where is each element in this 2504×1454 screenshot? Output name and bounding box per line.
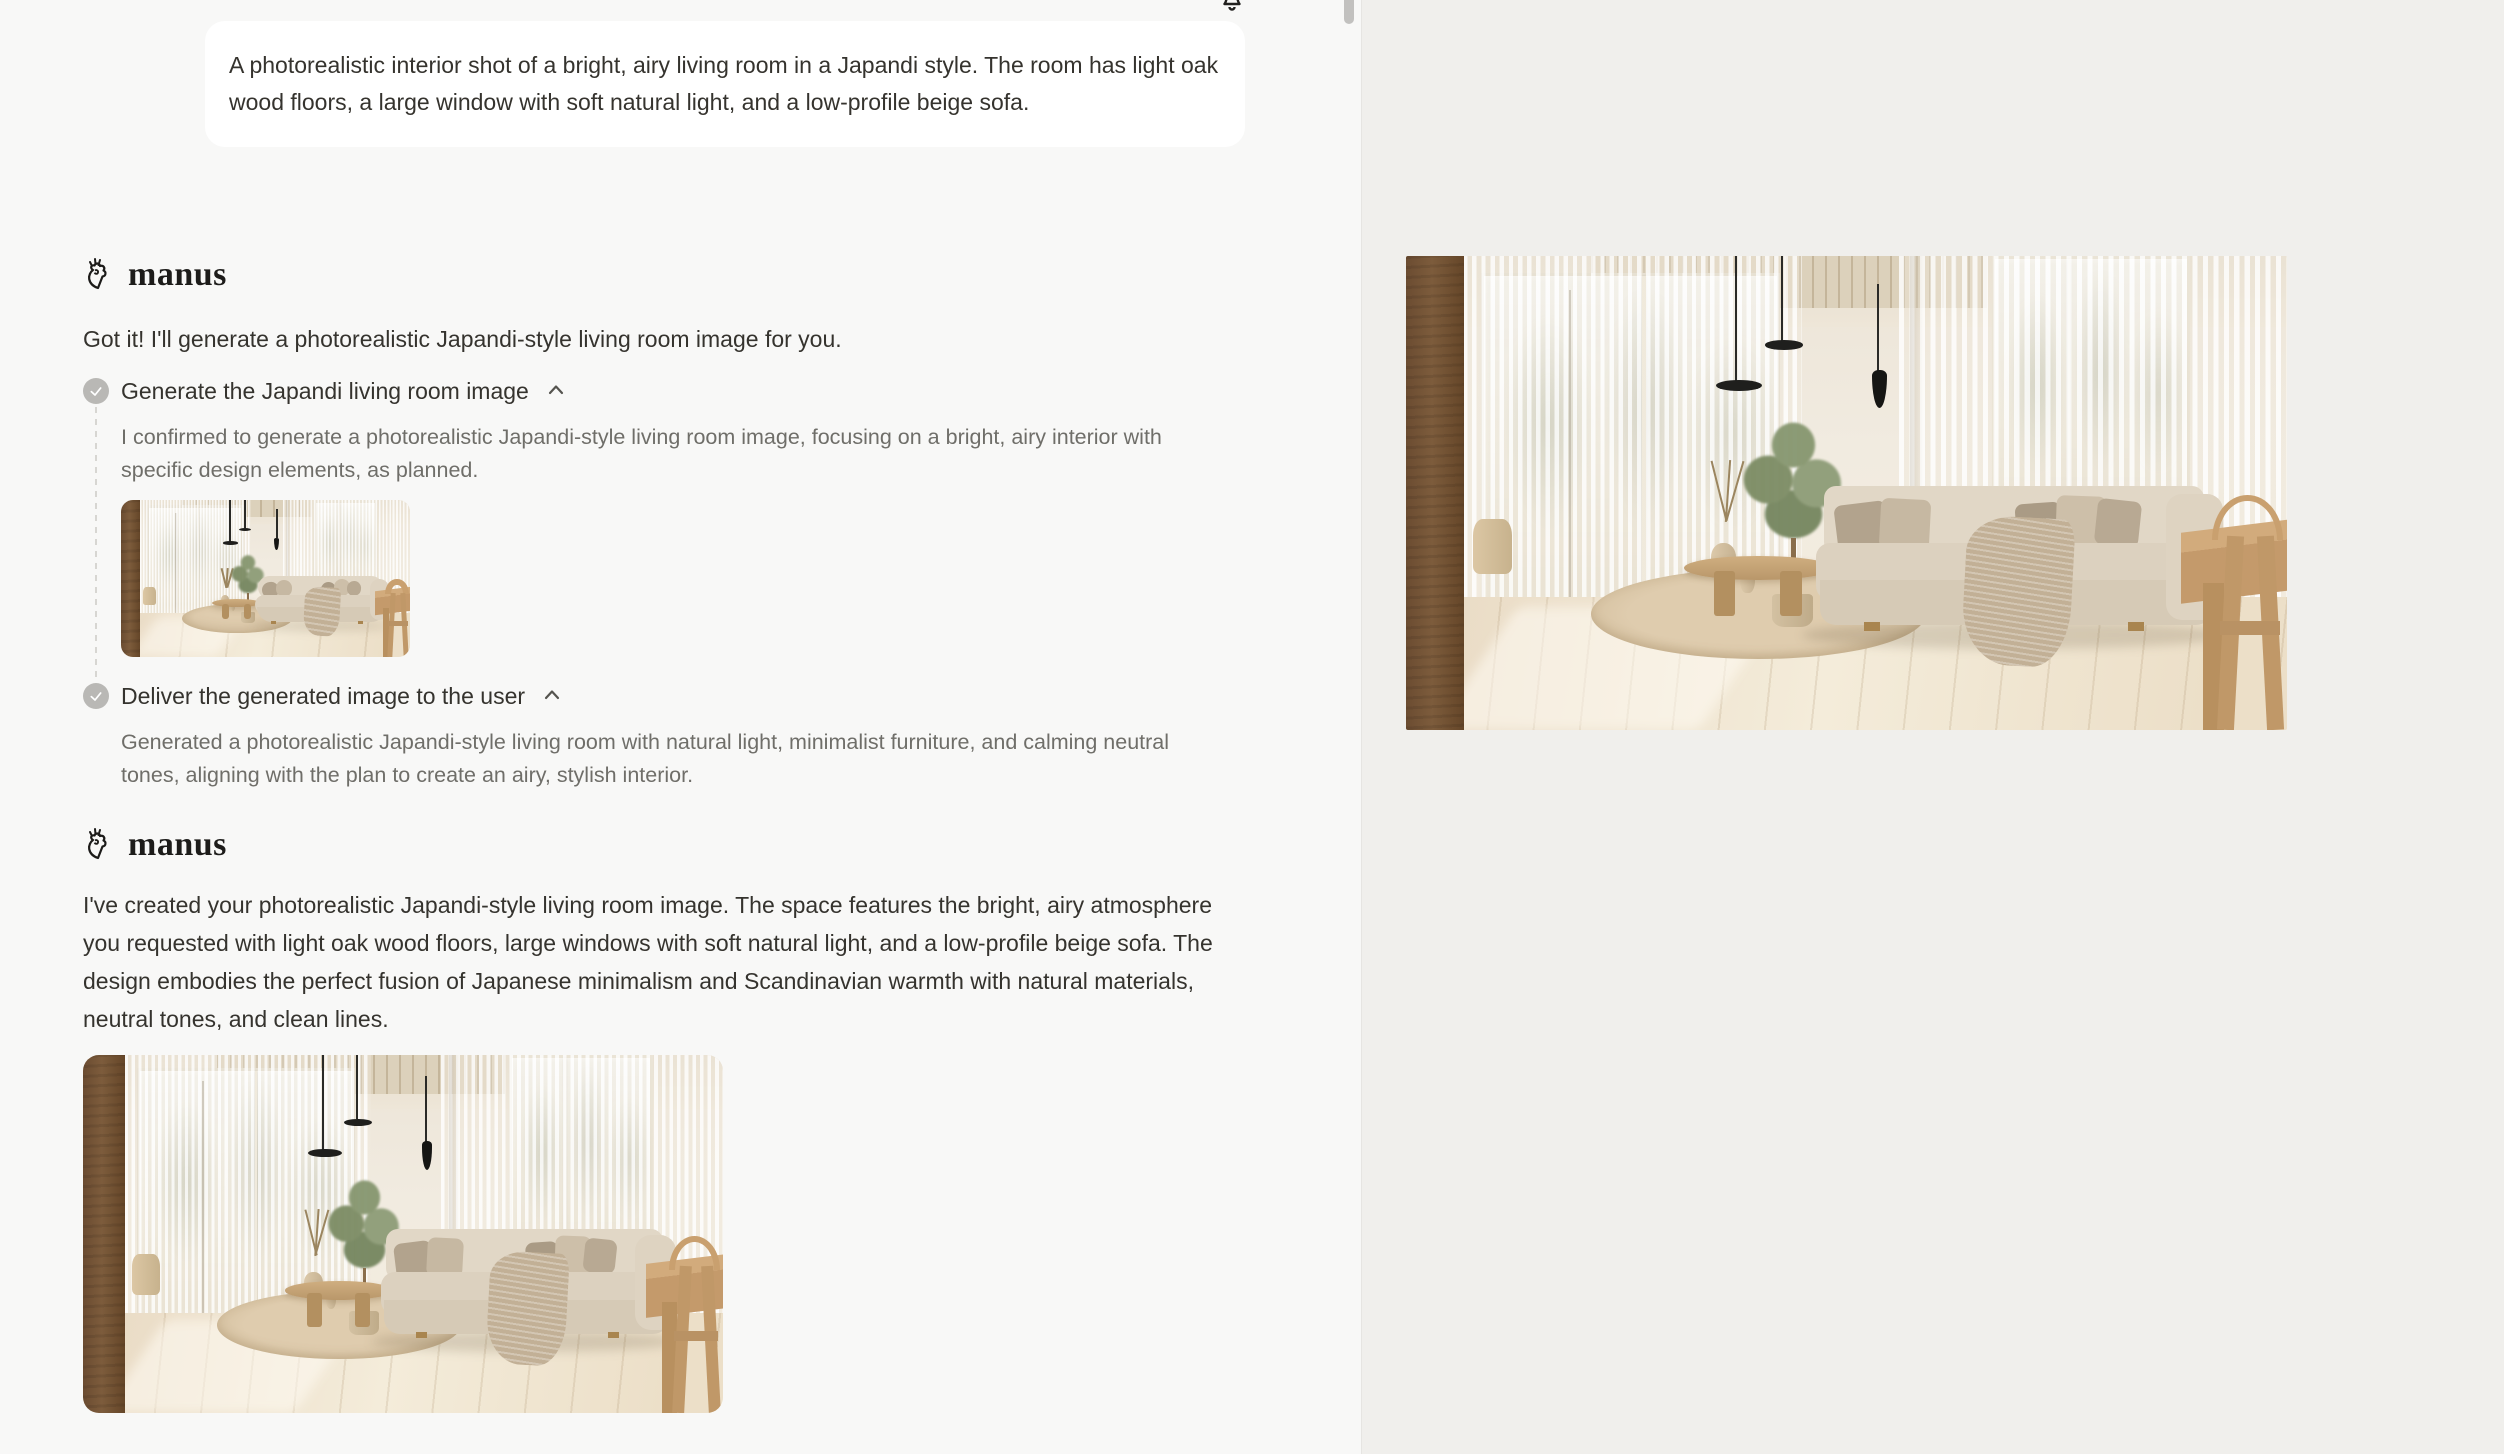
- photo-wood-grain: [121, 500, 140, 657]
- photo-beige-sofa: [381, 1229, 672, 1336]
- photo-knit-throw: [485, 1250, 569, 1367]
- photo-wood-stool: [1473, 519, 1512, 574]
- photo-pendant-cord: [229, 500, 231, 542]
- photo-pendant-lamp: [308, 1149, 341, 1157]
- photo-table-leg: [307, 1293, 322, 1327]
- photo-pendant-lamp: [344, 1119, 372, 1126]
- check-icon: [83, 378, 109, 404]
- photo-sofa-leg: [2128, 622, 2144, 631]
- photo-pendant-cord: [276, 509, 278, 538]
- user-message-text: A photorealistic interior shot of a bright, airy living room in a Japandi style. The room has light oak wood floors, a large window with soft natural light, and a low-profile beige sofa.: [229, 52, 1219, 115]
- japandi-room-photo: [121, 500, 410, 657]
- manus-logo-icon: [83, 257, 115, 293]
- photo-table-leg: [355, 1293, 370, 1327]
- photo-pillow: [583, 1238, 618, 1276]
- photo-chair-seat: [2220, 621, 2280, 635]
- manus-wordmark: manus: [128, 256, 227, 293]
- photo-wood-stool: [143, 587, 156, 605]
- photo-table-leg: [244, 604, 251, 619]
- photo-pendant-cord: [1781, 256, 1783, 341]
- photo-knit-throw: [1960, 514, 2076, 669]
- photo-walnut-panel: [1406, 256, 1464, 730]
- assistant-intro-text: Got it! I'll generate a photorealistic Japandi-style living room image for you.: [83, 326, 842, 352]
- photo-sofa-leg: [1864, 622, 1880, 631]
- chevron-up-icon[interactable]: [545, 379, 567, 406]
- generated-image[interactable]: [83, 1055, 723, 1413]
- japandi-room-photo: [1406, 256, 2287, 730]
- manus-wordmark: manus: [128, 826, 227, 863]
- preview-panel: [1361, 0, 2504, 1454]
- photo-pendant-cord: [356, 1055, 358, 1119]
- photo-sofa-leg: [608, 1332, 620, 1338]
- photo-sofa-leg: [416, 1332, 428, 1338]
- photo-chair-seat: [388, 621, 408, 626]
- chevron-up-icon[interactable]: [541, 684, 563, 711]
- manus-logo-icon: [83, 827, 115, 863]
- photo-sofa-leg: [358, 621, 363, 624]
- photo-chair-seat: [674, 1331, 718, 1342]
- assistant-final-message: I've created your photorealistic Japandi-style living room image. The space features the bright, airy atmosphere you requested with light oak wood floors, large windows with soft natural light, and a low-profile beige sofa. The design embodies the perfect fusion of Japanese minimalism and Scandinavian warmth with natural materials, neutral tones, and clean lines.: [83, 892, 1213, 1032]
- japandi-room-photo: [83, 1055, 723, 1413]
- chat-column: [83, 0, 1245, 1454]
- photo-pillow: [2094, 498, 2143, 548]
- step-title: Generate the Japandi living room image: [121, 377, 529, 404]
- photo-table-leg: [1714, 571, 1735, 616]
- photo-beige-sofa: [255, 576, 386, 623]
- photo-coffee-table: [285, 1281, 394, 1300]
- photo-pendant-cord: [322, 1055, 324, 1150]
- photo-sofa-leg: [271, 621, 276, 624]
- photo-wood-grain: [83, 1055, 125, 1413]
- photo-walnut-panel: [83, 1055, 125, 1413]
- step-connector-line: [95, 407, 97, 679]
- photo-pendant-lamp: [1765, 340, 1803, 349]
- photo-beige-sofa: [1816, 486, 2217, 628]
- step-title: Deliver the generated image to the user: [121, 682, 526, 709]
- photo-pendant-lamp: [1716, 380, 1762, 391]
- photo-pendant-cord: [1877, 284, 1879, 372]
- photo-coffee-table: [1684, 556, 1834, 581]
- photo-table-leg: [1780, 571, 1801, 616]
- step-description: Generated a photorealistic Japandi-style living room with natural light, minimalist furniture, and calming neutral tones, aligning with the plan to create an airy, stylish interior.: [121, 730, 1170, 787]
- step-image-thumbnail[interactable]: [121, 500, 410, 657]
- photo-wood-stool: [132, 1254, 160, 1295]
- scrollbar-thumb[interactable]: [1344, 0, 1354, 24]
- step-row-deliver[interactable]: [83, 681, 563, 711]
- step-row-generate[interactable]: [83, 376, 567, 406]
- assistant-header: [83, 256, 227, 294]
- user-message-bubble: [205, 21, 1245, 147]
- photo-table-leg: [222, 604, 229, 619]
- photo-pendant-lamp: [223, 541, 238, 545]
- photo-knit-throw: [303, 586, 341, 637]
- photo-walnut-panel: [121, 500, 140, 657]
- generated-image-preview[interactable]: [1406, 256, 2287, 730]
- photo-pendant-cord: [1735, 256, 1737, 382]
- photo-pendant-cord: [244, 500, 246, 528]
- check-icon: [83, 683, 109, 709]
- photo-pendant-cord: [425, 1076, 427, 1142]
- photo-wood-grain: [1406, 256, 1464, 730]
- assistant-header: [83, 826, 227, 864]
- step-description: I confirmed to generate a photorealistic Japandi-style living room image, focusing on a bright, airy interior with specific design elements, as planned.: [121, 425, 1162, 482]
